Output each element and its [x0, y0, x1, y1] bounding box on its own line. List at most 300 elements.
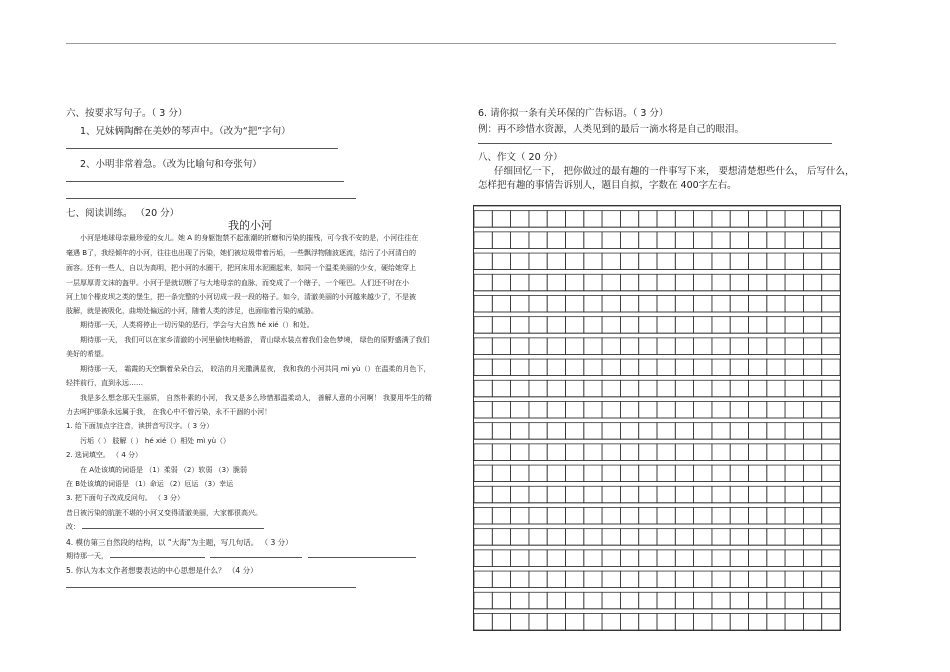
grid-cell[interactable]: [529, 401, 547, 418]
grid-cell[interactable]: [712, 550, 730, 567]
grid-cell[interactable]: [730, 529, 748, 546]
grid-cell[interactable]: [657, 486, 675, 503]
grid-cell[interactable]: [675, 295, 693, 312]
grid-cell[interactable]: [785, 613, 803, 630]
grid-cell[interactable]: [566, 444, 584, 461]
grid-cell[interactable]: [803, 571, 821, 588]
grid-cell[interactable]: [749, 359, 767, 376]
grid-cell[interactable]: [620, 444, 638, 461]
grid-cell[interactable]: [749, 465, 767, 482]
grid-cell[interactable]: [767, 295, 785, 312]
grid-cell[interactable]: [822, 253, 840, 270]
grid-cell[interactable]: [749, 274, 767, 291]
grid-cell[interactable]: [511, 274, 529, 291]
grid-cell[interactable]: [822, 232, 840, 249]
grid-cell[interactable]: [694, 232, 712, 249]
grid-cell[interactable]: [694, 253, 712, 270]
grid-cell[interactable]: [694, 359, 712, 376]
grid-cell[interactable]: [639, 571, 657, 588]
grid-cell[interactable]: [584, 592, 602, 609]
grid-cell[interactable]: [749, 444, 767, 461]
grid-cell[interactable]: [492, 295, 510, 312]
grid-cell[interactable]: [602, 380, 620, 397]
grid-cell[interactable]: [822, 317, 840, 334]
grid-cell[interactable]: [694, 423, 712, 440]
grid-cell[interactable]: [730, 338, 748, 355]
grid-cell[interactable]: [584, 211, 602, 228]
grid-cell[interactable]: [694, 507, 712, 524]
grid-cell[interactable]: [785, 486, 803, 503]
grid-cell[interactable]: [730, 232, 748, 249]
grid-cell[interactable]: [547, 295, 565, 312]
grid-cell[interactable]: [602, 465, 620, 482]
grid-cell[interactable]: [712, 465, 730, 482]
grid-cell[interactable]: [785, 317, 803, 334]
grid-cell[interactable]: [529, 465, 547, 482]
grid-cell[interactable]: [675, 550, 693, 567]
grid-cell[interactable]: [803, 592, 821, 609]
grid-cell[interactable]: [767, 274, 785, 291]
grid-cell[interactable]: [547, 317, 565, 334]
grid-cell[interactable]: [730, 423, 748, 440]
grid-cell[interactable]: [675, 253, 693, 270]
grid-cell[interactable]: [474, 529, 492, 546]
grid-cell[interactable]: [547, 211, 565, 228]
grid-cell[interactable]: [584, 317, 602, 334]
grid-cell[interactable]: [492, 571, 510, 588]
grid-cell[interactable]: [639, 317, 657, 334]
grid-cell[interactable]: [785, 359, 803, 376]
grid-cell[interactable]: [474, 592, 492, 609]
grid-cell[interactable]: [529, 274, 547, 291]
grid-cell[interactable]: [547, 253, 565, 270]
grid-cell[interactable]: [785, 338, 803, 355]
grid-cell[interactable]: [529, 507, 547, 524]
grid-cell[interactable]: [822, 338, 840, 355]
grid-cell[interactable]: [657, 253, 675, 270]
grid-cell[interactable]: [547, 529, 565, 546]
answer-line-gai[interactable]: [82, 528, 264, 529]
grid-cell[interactable]: [803, 613, 821, 630]
grid-cell[interactable]: [639, 211, 657, 228]
grid-cell[interactable]: [694, 274, 712, 291]
grid-cell[interactable]: [639, 401, 657, 418]
grid-cell[interactable]: [584, 550, 602, 567]
grid-cell[interactable]: [767, 317, 785, 334]
grid-cell[interactable]: [566, 423, 584, 440]
grid-cell[interactable]: [474, 550, 492, 567]
grid-cell[interactable]: [822, 211, 840, 228]
grid-cell[interactable]: [767, 465, 785, 482]
grid-cell[interactable]: [803, 444, 821, 461]
grid-cell[interactable]: [511, 401, 529, 418]
grid-cell[interactable]: [639, 465, 657, 482]
grid-cell[interactable]: [822, 613, 840, 630]
grid-cell[interactable]: [602, 550, 620, 567]
grid-cell[interactable]: [749, 338, 767, 355]
grid-cell[interactable]: [511, 592, 529, 609]
grid-cell[interactable]: [639, 444, 657, 461]
grid-cell[interactable]: [712, 507, 730, 524]
grid-cell[interactable]: [749, 295, 767, 312]
grid-cell[interactable]: [767, 423, 785, 440]
answer-line-2[interactable]: [66, 181, 344, 182]
grid-cell[interactable]: [566, 550, 584, 567]
grid-cell[interactable]: [767, 571, 785, 588]
grid-cell[interactable]: [474, 211, 492, 228]
grid-cell[interactable]: [511, 338, 529, 355]
grid-cell[interactable]: [547, 444, 565, 461]
grid-cell[interactable]: [785, 592, 803, 609]
grid-cell[interactable]: [529, 295, 547, 312]
grid-cell[interactable]: [492, 317, 510, 334]
grid-cell[interactable]: [803, 359, 821, 376]
grid-cell[interactable]: [620, 380, 638, 397]
grid-cell[interactable]: [529, 423, 547, 440]
grid-cell[interactable]: [620, 529, 638, 546]
grid-cell[interactable]: [620, 592, 638, 609]
grid-cell[interactable]: [566, 317, 584, 334]
grid-cell[interactable]: [492, 486, 510, 503]
grid-cell[interactable]: [620, 274, 638, 291]
grid-cell[interactable]: [730, 380, 748, 397]
grid-cell[interactable]: [785, 550, 803, 567]
grid-cell[interactable]: [474, 317, 492, 334]
grid-cell[interactable]: [492, 507, 510, 524]
grid-cell[interactable]: [474, 359, 492, 376]
grid-cell[interactable]: [749, 232, 767, 249]
grid-cell[interactable]: [712, 529, 730, 546]
grid-cell[interactable]: [511, 507, 529, 524]
grid-cell[interactable]: [694, 444, 712, 461]
answer-line-3[interactable]: [66, 198, 356, 199]
grid-cell[interactable]: [767, 253, 785, 270]
grid-cell[interactable]: [749, 613, 767, 630]
grid-cell[interactable]: [529, 211, 547, 228]
grid-cell[interactable]: [749, 529, 767, 546]
grid-cell[interactable]: [657, 571, 675, 588]
grid-cell[interactable]: [767, 550, 785, 567]
grid-cell[interactable]: [694, 401, 712, 418]
grid-cell[interactable]: [602, 317, 620, 334]
grid-cell[interactable]: [547, 550, 565, 567]
grid-cell[interactable]: [511, 359, 529, 376]
grid-cell[interactable]: [566, 507, 584, 524]
grid-cell[interactable]: [492, 401, 510, 418]
grid-cell[interactable]: [602, 274, 620, 291]
grid-cell[interactable]: [712, 423, 730, 440]
grid-cell[interactable]: [675, 571, 693, 588]
grid-cell[interactable]: [511, 465, 529, 482]
grid-cell[interactable]: [511, 423, 529, 440]
grid-cell[interactable]: [474, 465, 492, 482]
grid-cell[interactable]: [639, 613, 657, 630]
grid-cell[interactable]: [730, 253, 748, 270]
grid-cell[interactable]: [620, 317, 638, 334]
grid-cell[interactable]: [822, 507, 840, 524]
grid-cell[interactable]: [602, 211, 620, 228]
grid-cell[interactable]: [803, 465, 821, 482]
grid-cell[interactable]: [584, 423, 602, 440]
grid-cell[interactable]: [511, 486, 529, 503]
grid-cell[interactable]: [566, 401, 584, 418]
grid-cell[interactable]: [749, 507, 767, 524]
grid-cell[interactable]: [529, 571, 547, 588]
composition-grid[interactable]: [473, 205, 841, 631]
grid-cell[interactable]: [730, 444, 748, 461]
grid-cell[interactable]: [657, 529, 675, 546]
grid-cell[interactable]: [547, 401, 565, 418]
grid-cell[interactable]: [749, 423, 767, 440]
grid-cell[interactable]: [474, 274, 492, 291]
grid-cell[interactable]: [584, 613, 602, 630]
grid-cell[interactable]: [529, 529, 547, 546]
grid-cell[interactable]: [602, 613, 620, 630]
grid-cell[interactable]: [712, 486, 730, 503]
grid-cell[interactable]: [602, 423, 620, 440]
grid-cell[interactable]: [566, 592, 584, 609]
grid-cell[interactable]: [547, 571, 565, 588]
grid-cell[interactable]: [584, 444, 602, 461]
grid-cell[interactable]: [492, 592, 510, 609]
grid-cell[interactable]: [639, 529, 657, 546]
grid-cell[interactable]: [822, 401, 840, 418]
answer-line-q4b[interactable]: [210, 557, 302, 558]
grid-cell[interactable]: [730, 274, 748, 291]
grid-cell[interactable]: [730, 465, 748, 482]
grid-cell[interactable]: [675, 380, 693, 397]
grid-cell[interactable]: [749, 253, 767, 270]
grid-cell[interactable]: [822, 529, 840, 546]
grid-cell[interactable]: [712, 359, 730, 376]
grid-cell[interactable]: [620, 295, 638, 312]
grid-cell[interactable]: [511, 550, 529, 567]
grid-cell[interactable]: [657, 550, 675, 567]
grid-cell[interactable]: [602, 232, 620, 249]
answer-line-q4a[interactable]: [110, 557, 205, 558]
grid-cell[interactable]: [767, 486, 785, 503]
grid-cell[interactable]: [584, 232, 602, 249]
grid-cell[interactable]: [712, 211, 730, 228]
grid-cell[interactable]: [602, 444, 620, 461]
grid-cell[interactable]: [639, 338, 657, 355]
grid-cell[interactable]: [566, 465, 584, 482]
grid-cell[interactable]: [767, 507, 785, 524]
answer-line-q5[interactable]: [66, 587, 356, 588]
grid-cell[interactable]: [657, 401, 675, 418]
grid-cell[interactable]: [785, 423, 803, 440]
grid-cell[interactable]: [474, 338, 492, 355]
grid-cell[interactable]: [712, 338, 730, 355]
grid-cell[interactable]: [639, 295, 657, 312]
grid-cell[interactable]: [511, 295, 529, 312]
grid-cell[interactable]: [602, 253, 620, 270]
grid-cell[interactable]: [730, 592, 748, 609]
grid-cell[interactable]: [547, 274, 565, 291]
grid-cell[interactable]: [730, 211, 748, 228]
grid-cell[interactable]: [584, 571, 602, 588]
grid-cell[interactable]: [767, 380, 785, 397]
grid-cell[interactable]: [566, 571, 584, 588]
grid-cell[interactable]: [675, 465, 693, 482]
grid-cell[interactable]: [529, 486, 547, 503]
grid-cell[interactable]: [529, 338, 547, 355]
grid-cell[interactable]: [566, 211, 584, 228]
grid-cell[interactable]: [511, 529, 529, 546]
grid-cell[interactable]: [803, 295, 821, 312]
grid-cell[interactable]: [584, 486, 602, 503]
grid-cell[interactable]: [694, 613, 712, 630]
grid-cell[interactable]: [657, 380, 675, 397]
grid-cell[interactable]: [584, 359, 602, 376]
grid-cell[interactable]: [712, 571, 730, 588]
answer-line-q4c[interactable]: [308, 557, 416, 558]
grid-cell[interactable]: [529, 592, 547, 609]
grid-cell[interactable]: [730, 359, 748, 376]
grid-cell[interactable]: [657, 444, 675, 461]
grid-cell[interactable]: [749, 550, 767, 567]
grid-cell[interactable]: [657, 295, 675, 312]
grid-cell[interactable]: [822, 486, 840, 503]
grid-cell[interactable]: [511, 317, 529, 334]
grid-cell[interactable]: [492, 211, 510, 228]
grid-cell[interactable]: [822, 571, 840, 588]
grid-cell[interactable]: [803, 253, 821, 270]
grid-cell[interactable]: [474, 486, 492, 503]
grid-cell[interactable]: [785, 507, 803, 524]
grid-cell[interactable]: [584, 295, 602, 312]
grid-cell[interactable]: [749, 211, 767, 228]
grid-cell[interactable]: [474, 423, 492, 440]
grid-cell[interactable]: [584, 507, 602, 524]
grid-cell[interactable]: [785, 401, 803, 418]
grid-cell[interactable]: [474, 571, 492, 588]
grid-cell[interactable]: [547, 592, 565, 609]
grid-cell[interactable]: [547, 380, 565, 397]
answer-line-1[interactable]: [66, 148, 338, 149]
grid-cell[interactable]: [730, 507, 748, 524]
grid-cell[interactable]: [785, 465, 803, 482]
grid-cell[interactable]: [749, 401, 767, 418]
grid-cell[interactable]: [822, 423, 840, 440]
grid-cell[interactable]: [749, 571, 767, 588]
grid-cell[interactable]: [730, 550, 748, 567]
grid-cell[interactable]: [474, 295, 492, 312]
grid-cell[interactable]: [675, 592, 693, 609]
grid-cell[interactable]: [803, 550, 821, 567]
grid-cell[interactable]: [492, 338, 510, 355]
grid-cell[interactable]: [566, 613, 584, 630]
grid-cell[interactable]: [785, 274, 803, 291]
grid-cell[interactable]: [602, 295, 620, 312]
grid-cell[interactable]: [730, 613, 748, 630]
grid-cell[interactable]: [639, 380, 657, 397]
grid-cell[interactable]: [492, 274, 510, 291]
grid-cell[interactable]: [767, 592, 785, 609]
grid-cell[interactable]: [785, 444, 803, 461]
grid-cell[interactable]: [566, 359, 584, 376]
grid-cell[interactable]: [566, 295, 584, 312]
grid-cell[interactable]: [639, 592, 657, 609]
grid-cell[interactable]: [492, 232, 510, 249]
grid-cell[interactable]: [803, 338, 821, 355]
grid-cell[interactable]: [492, 380, 510, 397]
grid-cell[interactable]: [822, 444, 840, 461]
grid-cell[interactable]: [584, 401, 602, 418]
grid-cell[interactable]: [730, 486, 748, 503]
grid-cell[interactable]: [639, 423, 657, 440]
grid-cell[interactable]: [584, 380, 602, 397]
grid-cell[interactable]: [767, 613, 785, 630]
grid-cell[interactable]: [566, 338, 584, 355]
grid-cell[interactable]: [547, 486, 565, 503]
grid-cell[interactable]: [511, 253, 529, 270]
grid-cell[interactable]: [822, 465, 840, 482]
grid-cell[interactable]: [584, 338, 602, 355]
grid-cell[interactable]: [675, 613, 693, 630]
grid-cell[interactable]: [803, 274, 821, 291]
grid-cell[interactable]: [730, 571, 748, 588]
grid-cell[interactable]: [694, 592, 712, 609]
grid-cell[interactable]: [529, 380, 547, 397]
grid-cell[interactable]: [620, 232, 638, 249]
grid-cell[interactable]: [566, 274, 584, 291]
grid-cell[interactable]: [547, 507, 565, 524]
grid-cell[interactable]: [529, 359, 547, 376]
grid-cell[interactable]: [675, 359, 693, 376]
grid-cell[interactable]: [620, 507, 638, 524]
grid-cell[interactable]: [675, 317, 693, 334]
grid-cell[interactable]: [803, 507, 821, 524]
grid-cell[interactable]: [730, 401, 748, 418]
grid-cell[interactable]: [803, 232, 821, 249]
grid-cell[interactable]: [694, 295, 712, 312]
grid-cell[interactable]: [730, 295, 748, 312]
grid-cell[interactable]: [511, 571, 529, 588]
grid-cell[interactable]: [694, 550, 712, 567]
grid-cell[interactable]: [675, 486, 693, 503]
grid-cell[interactable]: [694, 571, 712, 588]
grid-cell[interactable]: [657, 232, 675, 249]
grid-cell[interactable]: [785, 295, 803, 312]
grid-cell[interactable]: [694, 529, 712, 546]
grid-cell[interactable]: [785, 380, 803, 397]
grid-cell[interactable]: [675, 423, 693, 440]
grid-cell[interactable]: [620, 571, 638, 588]
grid-cell[interactable]: [474, 232, 492, 249]
grid-cell[interactable]: [474, 613, 492, 630]
grid-cell[interactable]: [822, 274, 840, 291]
grid-cell[interactable]: [803, 380, 821, 397]
grid-cell[interactable]: [675, 401, 693, 418]
grid-cell[interactable]: [712, 592, 730, 609]
grid-cell[interactable]: [474, 380, 492, 397]
grid-cell[interactable]: [474, 444, 492, 461]
grid-cell[interactable]: [803, 529, 821, 546]
grid-cell[interactable]: [529, 550, 547, 567]
grid-cell[interactable]: [584, 253, 602, 270]
grid-cell[interactable]: [657, 592, 675, 609]
grid-cell[interactable]: [639, 359, 657, 376]
grid-cell[interactable]: [657, 317, 675, 334]
grid-cell[interactable]: [694, 380, 712, 397]
grid-cell[interactable]: [767, 529, 785, 546]
grid-cell[interactable]: [712, 232, 730, 249]
grid-cell[interactable]: [730, 317, 748, 334]
grid-cell[interactable]: [712, 613, 730, 630]
grid-cell[interactable]: [785, 211, 803, 228]
grid-cell[interactable]: [694, 211, 712, 228]
